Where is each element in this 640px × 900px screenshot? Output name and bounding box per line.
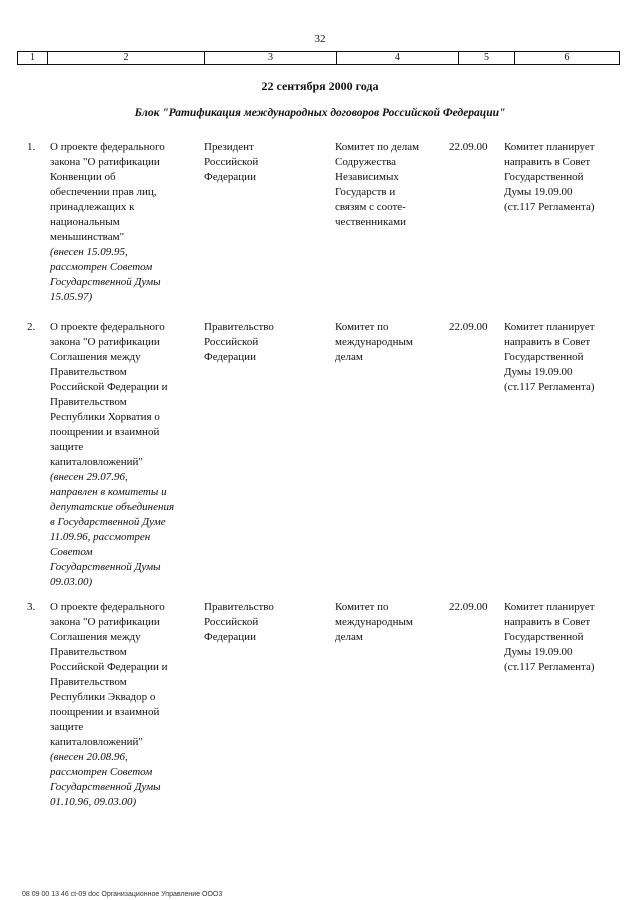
column-number-cell: 5 bbox=[459, 52, 515, 64]
entry-remark-line: Государственной bbox=[504, 351, 584, 363]
date-heading: 22 сентября 2000 года bbox=[261, 79, 379, 93]
entry-committee bbox=[335, 140, 447, 230]
entry-author-line: Федерации bbox=[204, 631, 256, 643]
entry-remark-line: Государственной bbox=[504, 631, 584, 643]
entry-remark-line: Государственной bbox=[504, 171, 584, 183]
entry-remark-line: Комитет планирует bbox=[504, 321, 595, 333]
entry-remark-line: Комитет планирует bbox=[504, 601, 595, 613]
entry-title-line: национальным bbox=[50, 216, 120, 228]
entry-title-line: закона "О ратификации bbox=[50, 336, 160, 348]
entry-note-line: (внесен 20.08.96, bbox=[50, 751, 128, 763]
entry-note-line: 15.05.97) bbox=[50, 291, 93, 303]
column-number-cell: 6 bbox=[564, 52, 570, 63]
entry-committee-line: Государств и bbox=[335, 186, 396, 198]
footer-file-info: 08 09 00 13 46 ct-09 doc Организационное Управление ООО3 bbox=[22, 891, 223, 898]
entry-title-line: Соглашения между bbox=[50, 351, 141, 363]
entry-date: 22.09.00 bbox=[449, 321, 488, 333]
entry-committee-line: связям с сооте- bbox=[335, 201, 406, 213]
entry-author-line: Правительство bbox=[204, 601, 274, 613]
entry-committee-line: чественниками bbox=[335, 216, 406, 228]
entry-remark-line: направить в Совет bbox=[504, 156, 591, 168]
entry-note-line: 11.09.96, рассмотрен bbox=[50, 531, 151, 543]
entry-title-line: защите bbox=[50, 441, 84, 453]
entry-number: 3. bbox=[27, 601, 36, 613]
entry-author-line: Федерации bbox=[204, 171, 256, 183]
column-number-cell: 2 bbox=[48, 52, 205, 64]
entry-remark-line: (ст.117 Регламента) bbox=[504, 201, 595, 213]
entry-title-line: Правительством bbox=[50, 366, 127, 378]
entry-note bbox=[50, 245, 202, 305]
entry-number: 1. bbox=[27, 141, 36, 153]
entry-title-line: Правительством bbox=[50, 676, 127, 688]
entry-note-line: Государственной Думы bbox=[50, 781, 161, 793]
entry-title-line: Конвенции об bbox=[50, 171, 116, 183]
column-number-cell: 3 bbox=[205, 52, 337, 64]
entry-committee-line: Комитет по делам bbox=[335, 141, 420, 153]
entry-title-line: Российской Федерации и bbox=[50, 661, 168, 673]
block-heading: Блок "Ратификация международных договоров Российской Федерации" bbox=[134, 107, 506, 119]
entry-committee-line: Независимых bbox=[335, 171, 399, 183]
entry-note-line: (внесен 15.09.95, bbox=[50, 246, 128, 258]
column-number-cell: 4 bbox=[337, 52, 459, 64]
entry-note-line: в Государственной Думе bbox=[50, 516, 166, 528]
entry-title-line: Республики Хорватия о bbox=[50, 411, 160, 423]
entry-title-line: Соглашения между bbox=[50, 631, 141, 643]
entry-note-line: Государственной Думы bbox=[50, 276, 161, 288]
entry-title-line: Правительством bbox=[50, 646, 127, 658]
entry-author bbox=[204, 600, 332, 645]
entry-committee bbox=[335, 320, 447, 365]
entry-note-line: рассмотрен Советом bbox=[50, 766, 153, 778]
entry-committee-line: Комитет по bbox=[335, 321, 389, 333]
entry-note-line: 01.10.96, 09.03.00) bbox=[50, 796, 137, 808]
entry-committee-line: делам bbox=[335, 351, 363, 363]
entry-remark-line: (ст.117 Регламента) bbox=[504, 381, 595, 393]
entry-title-line: поощрении и взаимной bbox=[50, 426, 160, 438]
entry-author-line: Российской bbox=[204, 616, 259, 628]
entry-remark-line: направить в Совет bbox=[504, 336, 591, 348]
entry-title-line: капиталовложений" bbox=[50, 736, 143, 748]
entry-title-line: обеспечении прав лиц, bbox=[50, 186, 157, 198]
column-number-header bbox=[17, 51, 620, 65]
entry-title bbox=[50, 140, 202, 305]
entry-title-line: Российской Федерации и bbox=[50, 381, 168, 393]
entry-remark-line: (ст.117 Регламента) bbox=[504, 661, 595, 673]
entry-title-line: закона "О ратификации bbox=[50, 156, 160, 168]
entry-committee-line: международным bbox=[335, 336, 413, 348]
entry-title-line: О проекте федерального bbox=[50, 321, 165, 333]
entry-title-line: О проекте федерального bbox=[50, 141, 165, 153]
entry-remark-line: направить в Совет bbox=[504, 616, 591, 628]
entry-title-line: О проекте федерального bbox=[50, 601, 165, 613]
column-number-cell: 1 bbox=[18, 52, 48, 64]
entry-committee-line: Содружества bbox=[335, 156, 397, 168]
entry-note-line: Государственной Думы bbox=[50, 561, 161, 573]
entry-title bbox=[50, 320, 202, 590]
entry-number: 2. bbox=[27, 321, 36, 333]
entry-remark-line: Думы 19.09.00 bbox=[504, 646, 573, 658]
entry-title-line: принадлежащих к bbox=[50, 201, 135, 213]
entry-author-line: Правительство bbox=[204, 321, 274, 333]
entry-committee-line: Комитет по bbox=[335, 601, 389, 613]
entry-title-line: Правительством bbox=[50, 396, 127, 408]
entry-title-line: закона "О ратификации bbox=[50, 616, 160, 628]
entry-date: 22.09.00 bbox=[449, 601, 488, 613]
entry-remark-line: Думы 19.09.00 bbox=[504, 186, 573, 198]
entry-committee bbox=[335, 600, 447, 645]
entry-note-line: рассмотрен Советом bbox=[50, 261, 153, 273]
entry-note-line: направлен в комитеты и bbox=[50, 486, 167, 498]
page-number: 32 bbox=[314, 33, 326, 45]
entry-title-line: меньшинствам" bbox=[50, 231, 125, 243]
entry-remark-line: Думы 19.09.00 bbox=[504, 366, 573, 378]
entry-note-line: Советом bbox=[50, 546, 93, 558]
entry-note-line: 09.03.00) bbox=[50, 576, 93, 588]
entry-author-line: Российской bbox=[204, 336, 259, 348]
entry-title-line: поощрении и взаимной bbox=[50, 706, 160, 718]
entry-remark bbox=[504, 600, 620, 675]
entry-remark-line: Комитет планирует bbox=[504, 141, 595, 153]
entry-author-line: Президент bbox=[204, 141, 254, 153]
entry-title-line: капиталовложений" bbox=[50, 456, 143, 468]
entry-author-line: Российской bbox=[204, 156, 259, 168]
entry-title-line: Республики Эквадор о bbox=[50, 691, 156, 703]
entry-note-line: депутатские объединения bbox=[50, 501, 175, 513]
entry-author bbox=[204, 140, 332, 185]
entry-date: 22.09.00 bbox=[449, 141, 488, 153]
entry-author-line: Федерации bbox=[204, 351, 256, 363]
entry-note bbox=[50, 750, 202, 810]
entry-note bbox=[50, 470, 202, 590]
entry-title bbox=[50, 600, 202, 810]
entry-remark bbox=[504, 140, 620, 215]
entry-title-line: защите bbox=[50, 721, 84, 733]
entry-author bbox=[204, 320, 332, 365]
entry-remark bbox=[504, 320, 620, 395]
entry-committee-line: делам bbox=[335, 631, 363, 643]
entry-committee-line: международным bbox=[335, 616, 413, 628]
entry-note-line: (внесен 29.07.96, bbox=[50, 471, 128, 483]
